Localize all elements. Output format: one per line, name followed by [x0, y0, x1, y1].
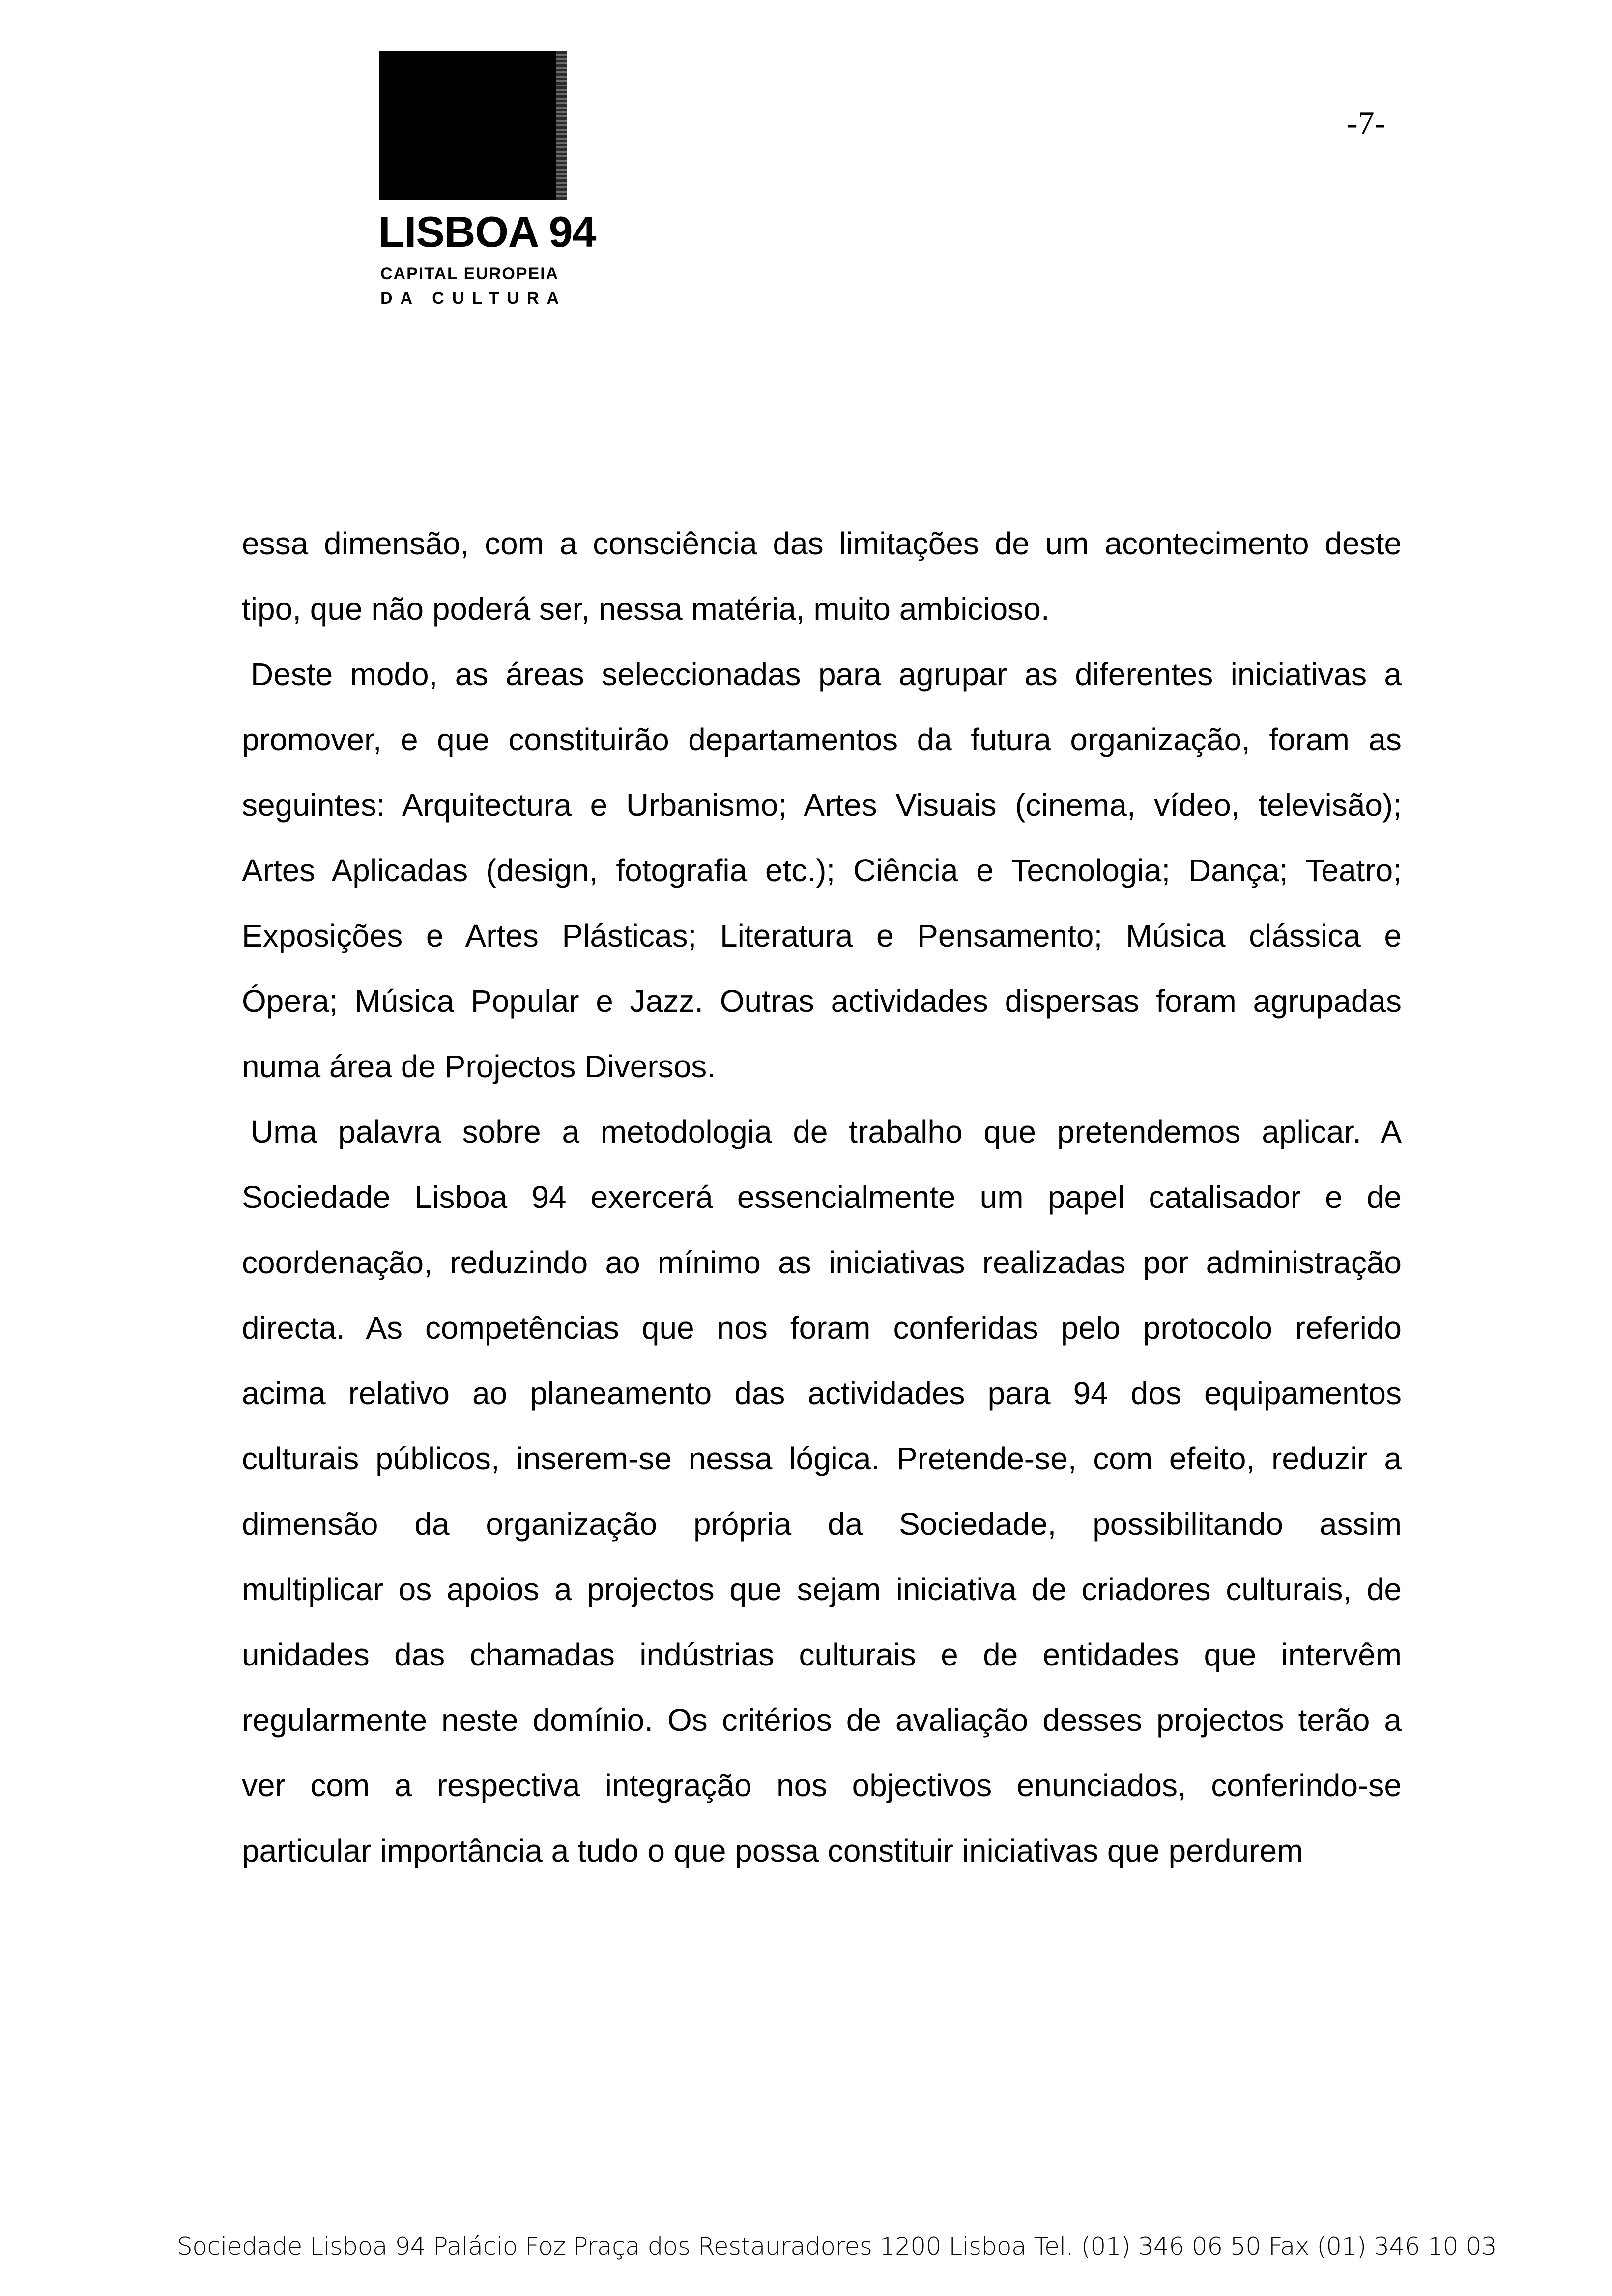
logo-title: LISBOA 94	[378, 207, 596, 256]
text-line: unidades das chamadas indústrias culturais e de entidades que intervêm	[242, 1637, 1402, 1672]
text-line: Ópera; Música Popular e Jazz. Outras actividades dispersas foram agrupadas	[242, 983, 1402, 1019]
text-line: coordenação, reduzindo ao mínimo as iniciativas realizadas por administração	[242, 1245, 1402, 1280]
logo-mark	[379, 51, 567, 200]
text-line: tipo, que não poderá ser, nessa matéria, muito ambicioso.	[242, 591, 1050, 627]
text-line: directa. As competências que nos foram conferidas pelo protocolo referido	[242, 1310, 1402, 1346]
text-line: acima relativo ao planeamento das actividades para 94 dos equipamentos	[242, 1376, 1402, 1411]
logo-subtitle-capital-europeia: CAPITAL EUROPEIA	[380, 264, 559, 283]
page-number: -7-	[1347, 104, 1386, 142]
logo-subtitle-da-cultura: DA CULTURA	[380, 289, 567, 308]
text-line: numa área de Projectos Diversos.	[242, 1049, 716, 1084]
body-text	[242, 511, 1402, 1884]
text-line: seguintes: Arquitectura e Urbanismo; Artes Visuais (cinema, vídeo, televisão);	[242, 787, 1402, 823]
text-line: Deste modo, as áreas seleccionadas para agrupar as diferentes iniciativas a	[251, 657, 1402, 692]
text-line: culturais públicos, inserem-se nessa lógica. Pretende-se, com efeito, reduzir a	[242, 1441, 1402, 1476]
text-line: multiplicar os apoios a projectos que sejam iniciativa de criadores culturais, de	[242, 1572, 1402, 1607]
text-line: Uma palavra sobre a metodologia de trabalho que pretendemos aplicar. A	[251, 1114, 1402, 1149]
footer-address: Sociedade Lisboa 94 Palácio Foz Praça dos Restauradores 1200 Lisboa Tel. (01) 346 06 50 Fax (01) 346 10 03	[177, 2232, 1497, 2261]
text-line: regularmente neste domínio. Os critérios de avaliação desses projectos terão a	[242, 1702, 1402, 1738]
text-line: Exposições e Artes Plásticas; Literatura e Pensamento; Música clássica e	[242, 918, 1402, 953]
text-line: Sociedade Lisboa 94 exercerá essencialmente um papel catalisador e de	[242, 1179, 1402, 1215]
text-line: essa dimensão, com a consciência das limitações de um acontecimento deste	[242, 526, 1402, 561]
text-line: dimensão da organização própria da Sociedade, possibilitando assim	[242, 1506, 1402, 1542]
text-line: promover, e que constituirão departamentos da futura organização, foram as	[242, 722, 1402, 757]
text-line: Artes Aplicadas (design, fotografia etc.); Ciência e Tecnologia; Dança; Teatro;	[242, 853, 1402, 888]
text-line: particular importância a tudo o que possa constituir iniciativas que perdurem	[242, 1833, 1303, 1868]
text-line: ver com a respectiva integração nos objectivos enunciados, conferindo-se	[242, 1768, 1402, 1803]
